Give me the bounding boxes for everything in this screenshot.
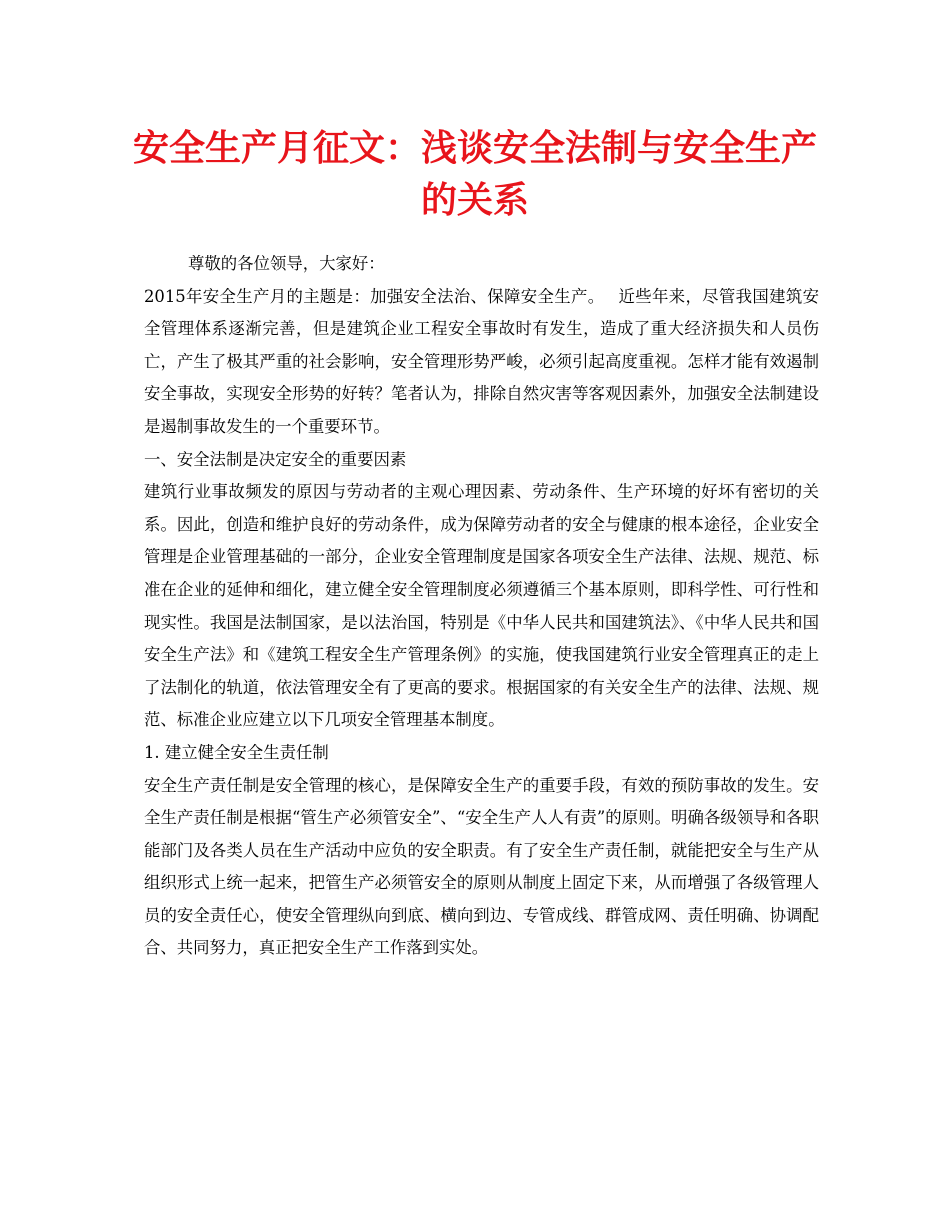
document-body (144, 248, 819, 965)
title-line-1: 安全生产月征文：浅谈安全法制与安全生产 (132, 127, 817, 169)
section-1-paragraph: 建筑行业事故频发的原因与劳动者的主观心理因素、劳动条件、生产环境的好坏有密切的关系。因此，创造和维护良好的劳动条件，成为保障劳动者的安全与健康的根本途径，企业安全管理是企业管理基础的一部分，企业安全管理制度是国家各项安全生产法律、法规、规范、标准在企业的延伸和细化，建立健全安全管理制度必须遵循三个基本原则，即科学性、可行性和现实性。我国是法制国家，是以法治国，特别是《中华人民共和国建筑法》、《中华人民共和国安全生产法》和《建筑工程安全生产管理条例》的实施，使我国建筑行业安全管理真正的走上了法制化的轨道，依法管理安全有了更高的要求。根据国家的有关安全生产的法律、法规、规范、标准企业应建立以下几项安全管理基本制度。 (144, 482, 819, 730)
subsection-1-heading: 1. 建立健全安全生责任制 (144, 742, 329, 762)
intro-paragraph: 2015年安全生产月的主题是：加强安全法治、保障安全生产。 近些年来，尽管我国建筑安全管理体系逐渐完善，但是建筑企业工程安全事故时有发生，造成了重大经济损失和人员伤亡，产生了极其严重的社会影响，安全管理形势严峻，必须引起高度重视。怎样才能有效遏制安全事故，实现安全形势的好转？笔者认为，排除自然灾害等客观因素外，加强安全法制建设是遏制事故发生的一个重要环节。 (144, 286, 819, 436)
subsection-1-paragraph: 安全生产责任制是安全管理的核心，是保障安全生产的重要手段，有效的预防事故的发生。安全生产责任制是根据“管生产必须管安全”、“安全生产人人有责”的原则。明确各级领导和各职能部门及各类人员在生产活动中应负的安全职责。有了安全生产责任制，就能把安全与生产从组织形式上统一起来，把管生产必须管安全的原则从制度上固定下来，从而增强了各级管理人员的安全责任心，使安全管理纵向到底、横向到边、专管成线、群管成网、责任明确、协调配合、共同努力，真正把安全生产工作落到实处。 (144, 775, 819, 958)
document-title (100, 122, 850, 226)
greeting: 尊敬的各位领导，大家好： (188, 254, 385, 273)
section-1-heading: 一、安全法制是决定安全的重要因素 (144, 449, 407, 469)
title-line-2: 的关系 (420, 179, 529, 221)
